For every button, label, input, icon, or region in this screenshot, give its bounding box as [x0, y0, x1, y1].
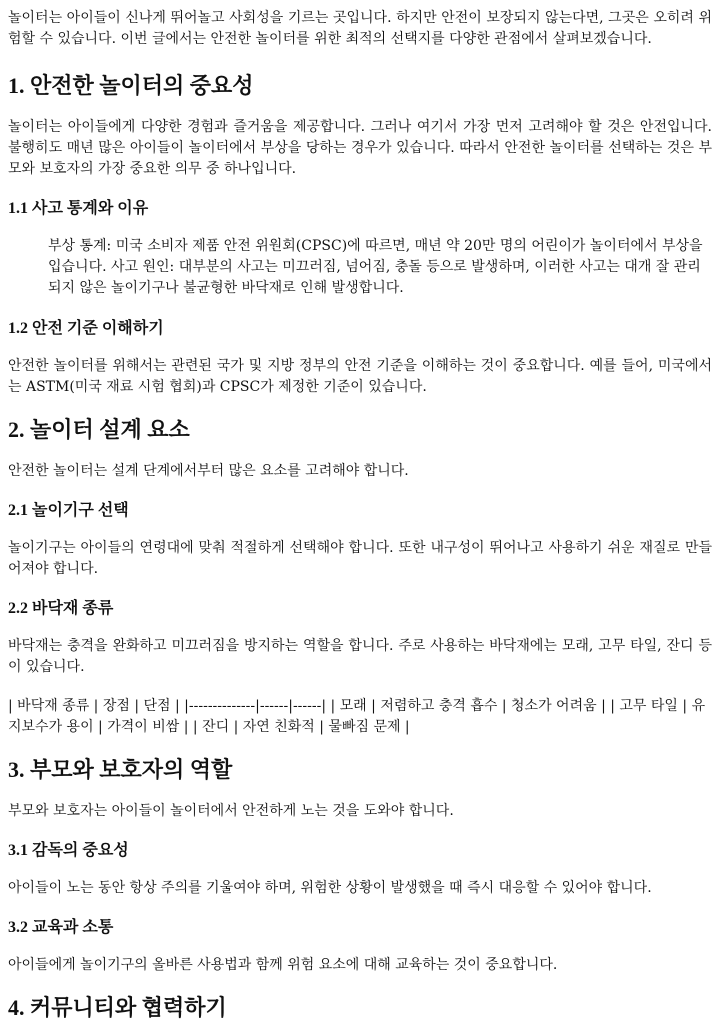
subsection-body-flooring-types: 바닥재는 충격을 완화하고 미끄러짐을 방지하는 역할을 합니다. 주로 사용하는 바닥재에는 모래, 고무 타일, 잔디 등이 있습니다. [8, 638, 712, 675]
subsection-heading-safety-standards: 1.2 안전 기준 이해하기 [8, 320, 164, 337]
section-body-design-elements: 안전한 놀이터는 설계 단계에서부터 많은 요소를 고려해야 합니다. [8, 463, 409, 479]
subsection-heading-flooring-types: 2.2 바닥재 종류 [8, 600, 114, 617]
flooring-table-text: | 바닥재 종류 | 장점 | 단점 | |--------------|------|------| | 모래 | 저렴하고 충격 흡수 | 청소가 어려움 | | 고무 타일 | 유지보수가 용이 | 가격이 비쌈 | | 잔디 | 자연 친화적 | 물빠짐 문제 | [8, 698, 706, 735]
section-body-parent-role: 부모와 보호자는 아이들이 놀이터에서 안전하게 노는 것을 도와야 합니다. [8, 803, 454, 819]
intro-paragraph: 놀이터는 아이들이 신나게 뛰어놀고 사회성을 기르는 곳입니다. 하지만 안전이 보장되지 않는다면, 그곳은 오히려 위험할 수 있습니다. 이번 글에서는 안전한 놀이터를 위한 최적의 선택지를 다양한 관점에서 살펴보겠습니다. [8, 10, 712, 47]
subsection-body-education: 아이들에게 놀이기구의 올바른 사용법과 함께 위험 요소에 대해 교육하는 것이 중요합니다. [8, 957, 558, 973]
subsection-heading-accident-stats: 1.1 사고 통계와 이유 [8, 200, 149, 217]
accident-stats-quote [48, 236, 712, 299]
section-heading-safety-importance: 1. 안전한 놀이터의 중요성 [8, 73, 254, 98]
section-heading-design-elements: 2. 놀이터 설계 요소 [8, 417, 190, 442]
section-heading-parent-role: 3. 부모와 보호자의 역할 [8, 757, 233, 782]
subsection-heading-supervision: 3.1 감독의 중요성 [8, 842, 129, 859]
accident-stats-quote-text: 부상 통계: 미국 소비자 제품 안전 위원회(CPSC)에 따르면, 매년 약 20만 명의 어린이가 놀이터에서 부상을 입습니다. 사고 원인: 대부분의 사고는 미끄러짐, 넘어짐, 충돌 등으로 발생하며, 이러한 사고는 대개 잘 관리되지 않은 놀이기구나 불균형한 바닥재로 인해 발생합니다. [48, 238, 703, 296]
subsection-heading-equipment-selection: 2.1 놀이기구 선택 [8, 502, 129, 519]
section-heading-community: 4. 커뮤니티와 협력하기 [8, 995, 227, 1020]
subsection-body-supervision: 아이들이 노는 동안 항상 주의를 기울여야 하며, 위험한 상황이 발생했을 때 즉시 대응할 수 있어야 합니다. [8, 880, 652, 896]
subsection-body-safety-standards: 안전한 놀이터를 위해서는 관련된 국가 및 지방 정부의 안전 기준을 이해하는 것이 중요합니다. 예를 들어, 미국에서는 ASTM(미국 재료 시험 협회)과 CPSC가 제정한 기준이 있습니다. [8, 358, 712, 395]
section-body-safety-importance: 놀이터는 아이들에게 다양한 경험과 즐거움을 제공합니다. 그러나 여기서 가장 먼저 고려해야 할 것은 안전입니다. 불행히도 매년 많은 아이들이 놀이터에서 부상을 당하는 경우가 있습니다. 따라서 안전한 놀이터를 선택하는 것은 부모와 보호자의 가장 중요한 의무 중 하나입니다. [8, 119, 712, 177]
subsection-body-equipment-selection: 놀이기구는 아이들의 연령대에 맞춰 적절하게 선택해야 합니다. 또한 내구성이 뛰어나고 사용하기 쉬운 재질로 만들어져야 합니다. [8, 540, 712, 577]
subsection-heading-education: 3.2 교육과 소통 [8, 919, 114, 936]
